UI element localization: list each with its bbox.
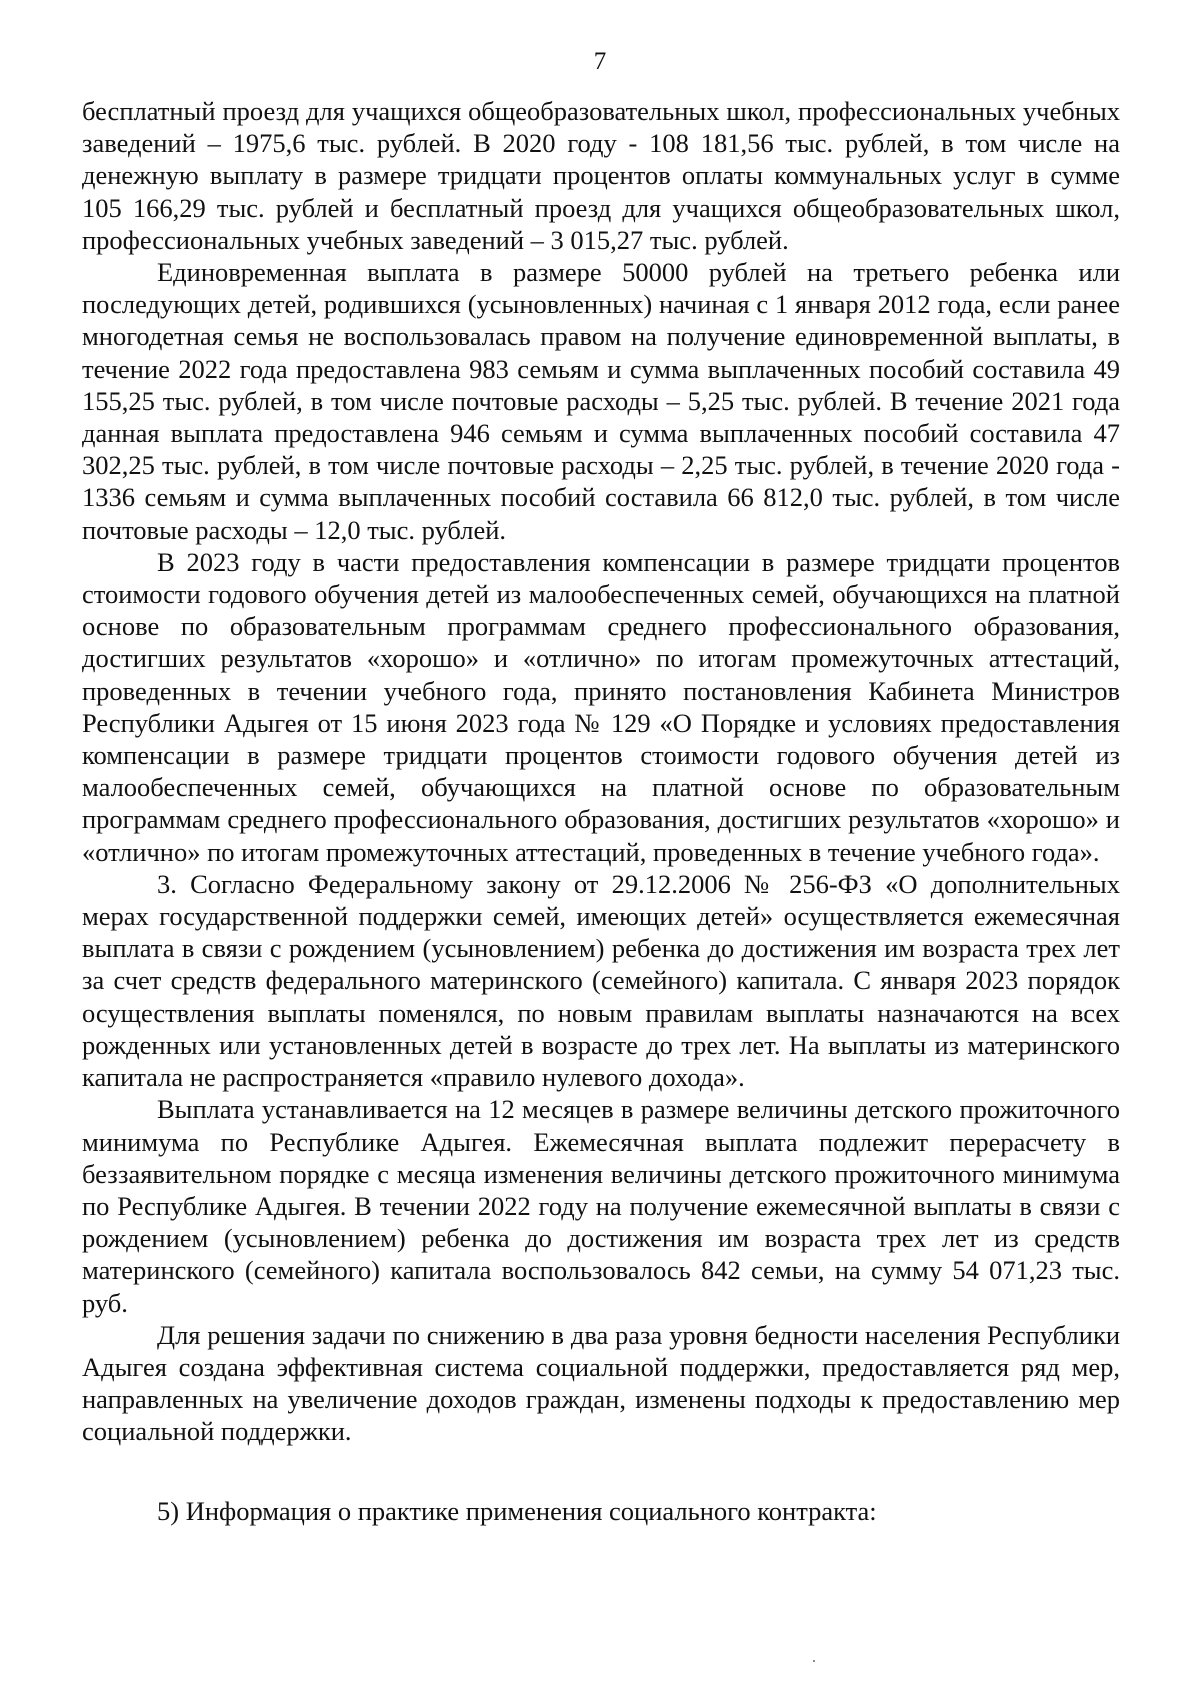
paragraph-lump-sum-payment: Единовременная выплата в размере 50000 рублей на третьего ребенка или последующих детей, родившихся (усыновленных) начиная с 1 января 2012 года, если ранее многодетная семья не воспользовалась правом на получение единовременной выплаты, в течение 2022 года предоставлена 983 семьям и сумма выплаченных пособий составила 49 155,25 тыс. рублей, в том числе почтовые расходы – 5,25 тыс. рублей. В течение 2021 года данная выплата предоставлена 946 семьям и сумма выплаченных пособий составила 47 302,25 тыс. рублей, в том числе почтовые расходы – 2,25 тыс. рублей, в течение 2020 года - 1336 семьям и сумма выплаченных пособий составила 66 812,0 тыс. рублей, в том числе почтовые расходы – 12,0 тыс. рублей.: [82, 257, 1120, 545]
paragraph-continued-free-travel: бесплатный проезд для учащихся общеобразовательных школ, профессиональных учебных заведений – 1975,6 тыс. рублей. В 2020 году - 108 181,56 тыс. рублей, в том числе на денежную выплату в размере тридцати процентов оплаты коммунальных услуг в сумме 105 166,29 тыс. рублей и бесплатный проезд для учащихся общеобразовательных школ, профессиональных учебных заведений – 3 015,27 тыс. рублей.: [82, 96, 1120, 255]
paragraph-poverty-reduction: Для решения задачи по снижению в два раза уровня бедности населения Республики Адыгея создана эффективная система социальной поддержки, предоставляется ряд мер, направленных на увеличение доходов граждан, изменены подходы к предоставлению мер социальной поддержки.: [82, 1319, 1120, 1447]
section-item-social-contract: 5) Информация о практике применения социального контракта:: [157, 1495, 877, 1526]
paragraph-federal-law-item-3: 3. Согласно Федеральному закону от 29.12.2006 № 256-ФЗ «О дополнительных мерах государственной поддержки семей, имеющих детей» осуществляется ежемесячная выплата в связи с рождением (усыновлением) ребенка до достижения им возраста трех лет за счет средств федерального материнского (семейного) капитала. С января 2023 порядок осуществления выплаты поменялся, по новым правилам выплаты назначаются на всех рожденных или установленных детей в возрасте до трех лет. На выплаты из материнского капитала не распространяется «правило нулевого дохода».: [82, 868, 1120, 1093]
paragraph-education-compensation: В 2023 году в части предоставления компенсации в размере тридцати процентов стоимости годового обучения детей из малообеспеченных семей, обучающихся на платной основе по образовательным программам среднего профессионального образования, достигших результатов «хорошо» и «отлично» по итогам промежуточных аттестаций, проведенных в течении учебного года, принято постановления Кабинета Министров Республики Адыгея от 15 июня 2023 года № 129 «О Порядке и условиях предоставления компенсации в размере тридцати процентов стоимости годового обучения детей из малообеспеченных семей, обучающихся на платной основе по образовательным программам среднего профессионального образования, достигших результатов «хорошо» и «отлично» по итогам промежуточных аттестаций, проведенных в течение учебного года».: [82, 546, 1120, 867]
scan-speck: [813, 1660, 815, 1662]
document-body: [82, 95, 1120, 1527]
paragraph-monthly-payment: Выплата устанавливается на 12 месяцев в размере величины детского прожиточного минимума по Республике Адыгея. Ежемесячная выплата подлежит перерасчету в беззаявительном порядке с месяца изменения величины детского прожиточного минимума по Республике Адыгея. В течении 2022 году на получение ежемесячной выплаты в связи с рождением (усыновлением) ребенка до достижения им возраста трех лет из средств материнского (семейного) капитала воспользовалось 842 семьи, на сумму 54 071,23 тыс. руб.: [82, 1094, 1120, 1318]
page-number: 7: [593, 48, 607, 75]
